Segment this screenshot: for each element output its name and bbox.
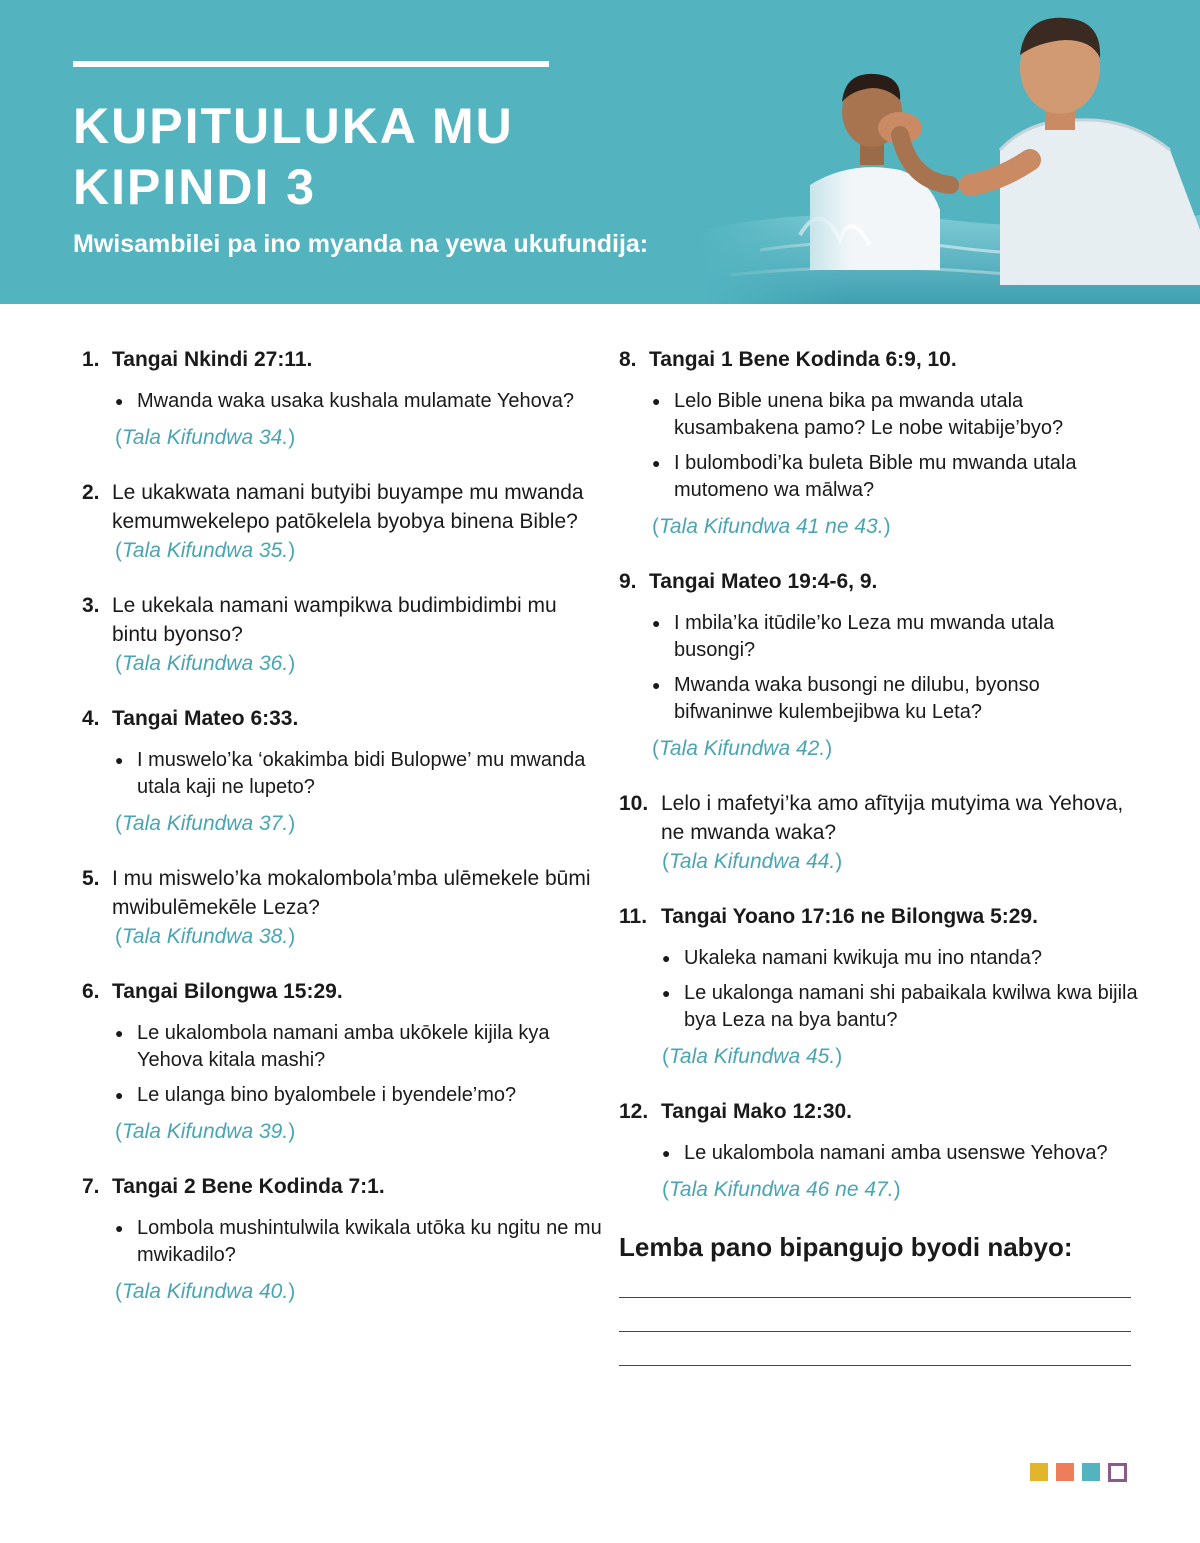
question-heading: [619, 902, 1139, 931]
question-heading: [82, 864, 602, 922]
header-rule: [73, 61, 549, 67]
bullet-item: ● Le ukalombola namani amba usenswe Yehova?: [662, 1140, 1139, 1167]
question-text: Tangai Bilongwa 15:29.: [112, 980, 343, 1003]
question-number: 12.: [619, 1100, 649, 1123]
lesson-reference-text: Tala Kifundwa 41 ne 43.: [659, 515, 884, 538]
question-item: [619, 1097, 1139, 1204]
question-text: Tangai Mateo 19:4-6, 9.: [649, 570, 878, 593]
lesson-reference-text: Tala Kifundwa 35.: [122, 539, 289, 562]
question-item: [619, 902, 1139, 1071]
question-number: 1.: [82, 348, 100, 371]
lesson-reference: (Tala Kifundwa 35.): [115, 539, 296, 562]
question-heading: [82, 977, 602, 1006]
question-text: I mu miswelo’ka mokalombola’mba ulēmekele būmi mwibulēmekēle Leza?: [112, 867, 591, 919]
bullet-item: ● Mwanda waka busongi ne dilubu, byonso bifwaninwe kulembejibwa ku Leta?: [652, 672, 1139, 726]
color-square: [1030, 1463, 1048, 1481]
lesson-reference-text: Tala Kifundwa 46 ne 47.: [669, 1178, 894, 1201]
question-item: [82, 977, 602, 1146]
question-heading: [82, 1172, 602, 1201]
lesson-reference-text: Tala Kifundwa 44.: [669, 850, 836, 873]
bullet-item: ● I muswelo’ka ‘okakimba bidi Bulopwe’ mu mwanda utala kaji ne lupeto?: [115, 747, 602, 801]
question-heading: [619, 345, 1139, 374]
question-text: Tangai Mako 12:30.: [661, 1100, 853, 1123]
lesson-reference-text: Tala Kifundwa 36.: [122, 652, 289, 675]
lesson-reference-text: Tala Kifundwa 34.: [122, 426, 289, 449]
question-number: 3.: [82, 594, 100, 617]
note-line[interactable]: [619, 1365, 1131, 1366]
question-bullets: [652, 388, 1139, 504]
question-text: Tangai Mateo 6:33.: [112, 707, 299, 730]
lesson-reference: (Tala Kifundwa 36.): [115, 652, 296, 675]
question-heading: [82, 345, 602, 374]
question-number: 2.: [82, 481, 100, 504]
lesson-reference-text: Tala Kifundwa 45.: [669, 1045, 836, 1068]
question-number: 10.: [619, 792, 649, 815]
bullet-item: ● Le ulanga bino byalombele i byendele’mo?: [115, 1082, 602, 1109]
question-number: 7.: [82, 1175, 100, 1198]
question-text: Tangai Nkindi 27:11.: [112, 348, 313, 371]
question-number: 5.: [82, 867, 100, 890]
lesson-reference-text: Tala Kifundwa 37.: [122, 812, 289, 835]
question-bullets: [115, 388, 602, 415]
baptism-illustration: [700, 0, 1200, 304]
question-bullets: [115, 747, 602, 801]
question-item: [82, 345, 602, 452]
question-item: [619, 345, 1139, 541]
question-item: [619, 789, 1139, 876]
question-item: [619, 567, 1139, 763]
question-heading: [82, 591, 602, 649]
question-bullets: [652, 610, 1139, 726]
lesson-reference-text: Tala Kifundwa 38.: [122, 925, 289, 948]
question-item: [82, 1172, 602, 1306]
question-number: 9.: [619, 570, 637, 593]
question-text: Tangai 2 Bene Kodinda 7:1.: [112, 1175, 385, 1198]
lesson-reference: (Tala Kifundwa 34.): [115, 426, 296, 449]
questions-left-column: [82, 345, 602, 1332]
note-line[interactable]: [619, 1297, 1131, 1298]
lesson-reference: (Tala Kifundwa 38.): [115, 925, 296, 948]
lesson-reference: (Tala Kifundwa 44.): [662, 850, 843, 873]
question-heading: [82, 478, 602, 536]
page-subtitle: Mwisambilei pa ino myanda na yewa ukufundija:: [73, 230, 649, 258]
lesson-reference: (Tala Kifundwa 42.): [652, 737, 833, 760]
questions-right-column: [619, 345, 1139, 1366]
lesson-reference: (Tala Kifundwa 40.): [115, 1280, 296, 1303]
color-square: [1056, 1463, 1074, 1481]
question-text: Le ukekala namani wampikwa budimbidimbi mu bintu byonso?: [112, 594, 557, 646]
notes-title: Lemba pano bipangujo byodi nabyo:: [619, 1232, 1073, 1262]
question-text: Tangai 1 Bene Kodinda 6:9, 10.: [649, 348, 957, 371]
question-heading: [619, 789, 1139, 847]
lesson-reference-text: Tala Kifundwa 39.: [122, 1120, 289, 1143]
question-number: 4.: [82, 707, 100, 730]
note-line[interactable]: [619, 1331, 1131, 1332]
question-bullets: [662, 945, 1139, 1034]
question-heading: [619, 567, 1139, 596]
question-number: 8.: [619, 348, 637, 371]
bullet-item: ● I mbila’ka itūdile’ko Leza mu mwanda utala busongi?: [652, 610, 1139, 664]
lesson-reference: (Tala Kifundwa 45.): [662, 1045, 843, 1068]
question-item: [82, 864, 602, 951]
page-title: KUPITULUKA MU KIPINDI 3: [73, 98, 514, 215]
bullet-item: ● Le ukalombola namani amba ukōkele kijila kya Yehova kitala mashi?: [115, 1020, 602, 1074]
question-text: Lelo i mafetyi’ka amo afītyija mutyima wa Yehova, ne mwanda waka?: [661, 792, 1124, 844]
question-item: [82, 591, 602, 678]
question-heading: [619, 1097, 1139, 1126]
question-number: 6.: [82, 980, 100, 1003]
lesson-reference-text: Tala Kifundwa 40.: [122, 1280, 289, 1303]
decorative-squares: [1030, 1463, 1127, 1482]
question-text: Le ukakwata namani butyibi buyampe mu mwanda kemumwekelepo patōkelela byobya binena Bible?: [112, 481, 584, 533]
color-square: [1082, 1463, 1100, 1481]
lesson-reference: (Tala Kifundwa 41 ne 43.): [652, 515, 891, 538]
question-bullets: [115, 1215, 602, 1269]
lesson-reference: (Tala Kifundwa 37.): [115, 812, 296, 835]
lesson-reference-text: Tala Kifundwa 42.: [659, 737, 826, 760]
question-bullets: [662, 1140, 1139, 1167]
question-item: [82, 478, 602, 565]
question-item: [82, 704, 602, 838]
lesson-reference: (Tala Kifundwa 39.): [115, 1120, 296, 1143]
bullet-item: ● Le ukalonga namani shi pabaikala kwilwa kwa bijila bya Leza na bya bantu?: [662, 980, 1139, 1034]
bullet-item: ● I bulombodi’ka buleta Bible mu mwanda utala mutomeno wa mālwa?: [652, 450, 1139, 504]
question-text: Tangai Yoano 17:16 ne Bilongwa 5:29.: [661, 905, 1038, 928]
bullet-item: ● Lombola mushintulwila kwikala utōka ku ngitu ne mu mwikadilo?: [115, 1215, 602, 1269]
question-number: 11.: [619, 905, 648, 928]
bullet-item: ● Lelo Bible unena bika pa mwanda utala kusambakena pamo? Le nobe witabije’byo?: [652, 388, 1139, 442]
question-bullets: [115, 1020, 602, 1109]
page-header: [0, 0, 1200, 304]
color-square: [1108, 1463, 1127, 1482]
bullet-item: ● Mwanda waka usaka kushala mulamate Yehova?: [115, 388, 602, 415]
bullet-item: ● Ukaleka namani kwikuja mu ino ntanda?: [662, 945, 1139, 972]
lesson-reference: (Tala Kifundwa 46 ne 47.): [662, 1178, 901, 1201]
question-heading: [82, 704, 602, 733]
